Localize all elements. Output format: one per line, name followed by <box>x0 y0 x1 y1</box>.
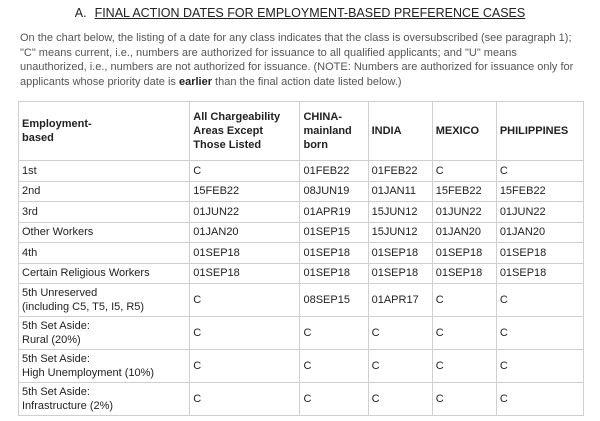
table-cell: 15JUN12 <box>368 222 432 243</box>
header-line: Areas Except <box>193 125 264 137</box>
table-cell: 01SEP18 <box>190 263 300 284</box>
table-cell: C <box>432 161 496 182</box>
row-label-line: High Unemployment (10%) <box>22 367 155 379</box>
table-row <box>19 263 584 284</box>
section-title: FINAL ACTION DATES FOR EMPLOYMENT-BASED PREFERENCE CASES <box>94 6 526 20</box>
col-header-india <box>368 102 432 161</box>
row-label <box>19 243 190 264</box>
intro-bold-word: earlier <box>178 75 212 88</box>
table-cell: C <box>368 383 432 416</box>
row-label-line: 5th Set Aside: <box>22 353 90 365</box>
table-cell: C <box>496 317 583 350</box>
header-line: CHINA- <box>303 111 342 123</box>
table-row <box>19 350 584 383</box>
header-line: PHILIPPINES <box>499 125 569 137</box>
row-label <box>19 350 190 383</box>
final-action-dates-table <box>18 101 584 416</box>
table-cell: 01JUN22 <box>432 202 496 223</box>
header-line: MEXICO <box>435 125 480 137</box>
row-label-line: 2nd <box>22 185 41 198</box>
table-cell: 01SEP15 <box>300 222 368 243</box>
table-cell: C <box>190 161 300 182</box>
row-label-line: 4th <box>22 246 38 259</box>
table-cell: 01SEP18 <box>432 263 496 284</box>
header-line: born <box>303 139 328 151</box>
row-label-line: Other Workers <box>22 226 94 239</box>
table-row <box>19 161 584 182</box>
table-cell: C <box>368 317 432 350</box>
row-label-line: Rural (20%) <box>22 334 81 346</box>
table-row <box>19 383 584 416</box>
table-cell: C <box>368 350 432 383</box>
table-row <box>19 222 584 243</box>
col-header-employment-based <box>19 102 190 161</box>
row-label-line: Certain Religious Workers <box>22 267 150 280</box>
row-label <box>19 222 190 243</box>
col-header-china <box>300 102 368 161</box>
table-cell: 15JUN12 <box>368 202 432 223</box>
row-label-line: 5th Set Aside: <box>22 386 90 398</box>
table-cell: C <box>432 317 496 350</box>
header-line: mainland <box>303 125 352 137</box>
table-cell: 01JUN22 <box>496 202 583 223</box>
table-row <box>19 284 584 317</box>
table-cell: 15FEB22 <box>432 181 496 202</box>
header-line: based <box>22 132 54 144</box>
table-cell: C <box>300 350 368 383</box>
table-cell: 08JUN19 <box>300 181 368 202</box>
header-line: Those Listed <box>193 139 262 151</box>
section-heading <box>0 6 600 20</box>
table-cell: C <box>432 383 496 416</box>
header-line: Employment- <box>22 118 92 130</box>
table-cell: C <box>300 317 368 350</box>
table-cell: 15FEB22 <box>496 181 583 202</box>
table-cell: 01SEP18 <box>368 263 432 284</box>
table-cell: 01JAN20 <box>190 222 300 243</box>
intro-text: On the chart below, the listing of a date for any class indicates that the class is oversubscribed (see paragraph 1); "C" means current, i.e., numbers are authorized for issuance to all qualified applicants; and "U" means unauthorized, i.e., numbers are not authorized for issuance. (NOTE: Numbers are authorized for issuance only for applicants whose priority date is <box>20 32 574 88</box>
row-label <box>19 181 190 202</box>
col-header-all-chargeability <box>190 102 300 161</box>
table-cell: C <box>496 284 583 317</box>
table-cell: C <box>190 317 300 350</box>
row-label <box>19 317 190 350</box>
header-line: All Chargeability <box>193 111 281 123</box>
table-cell: C <box>190 350 300 383</box>
table-header-row <box>19 102 584 161</box>
header-line: INDIA <box>371 125 402 137</box>
table-row <box>19 317 584 350</box>
row-label-line: 5th Unreserved <box>22 287 98 299</box>
table-cell: C <box>432 350 496 383</box>
row-label-line: (including C5, T5, I5, R5) <box>22 301 145 313</box>
col-header-philippines <box>496 102 583 161</box>
row-label <box>19 202 190 223</box>
row-label-line: 5th Set Aside: <box>22 320 90 332</box>
table-row <box>19 181 584 202</box>
table-cell: C <box>190 383 300 416</box>
table-cell: C <box>496 350 583 383</box>
table-cell: 01SEP18 <box>496 263 583 284</box>
table-cell: C <box>432 284 496 317</box>
table-cell: 01FEB22 <box>368 161 432 182</box>
table-cell: 01JAN11 <box>368 181 432 202</box>
table-row <box>19 243 584 264</box>
table-cell: 01SEP18 <box>432 243 496 264</box>
row-label-line: Infrastructure (2%) <box>22 400 114 412</box>
table-cell: 01JAN20 <box>496 222 583 243</box>
row-label <box>19 161 190 182</box>
table-cell: 01SEP18 <box>190 243 300 264</box>
intro-text-end: than the final action date listed below.) <box>212 75 402 88</box>
table-cell: 01JUN22 <box>190 202 300 223</box>
table-cell: 01APR17 <box>368 284 432 317</box>
row-label <box>19 383 190 416</box>
row-label <box>19 284 190 317</box>
table-cell: 15FEB22 <box>190 181 300 202</box>
table-cell: C <box>190 284 300 317</box>
table-cell: 01SEP18 <box>300 243 368 264</box>
table-cell: 01APR19 <box>300 202 368 223</box>
table-cell: 01SEP18 <box>368 243 432 264</box>
table-cell: 01SEP18 <box>496 243 583 264</box>
table-cell: 01JAN20 <box>432 222 496 243</box>
table-cell: 08SEP15 <box>300 284 368 317</box>
table-cell: 01FEB22 <box>300 161 368 182</box>
table-cell: 01SEP18 <box>300 263 368 284</box>
row-label <box>19 263 190 284</box>
table-cell: C <box>300 383 368 416</box>
row-label-line: 1st <box>22 164 37 177</box>
table-cell: C <box>496 161 583 182</box>
section-letter: A. <box>74 6 87 20</box>
row-label-line: 3rd <box>22 205 38 218</box>
intro-paragraph <box>20 31 580 89</box>
table-cell: C <box>496 383 583 416</box>
col-header-mexico <box>432 102 496 161</box>
table-row <box>19 202 584 223</box>
